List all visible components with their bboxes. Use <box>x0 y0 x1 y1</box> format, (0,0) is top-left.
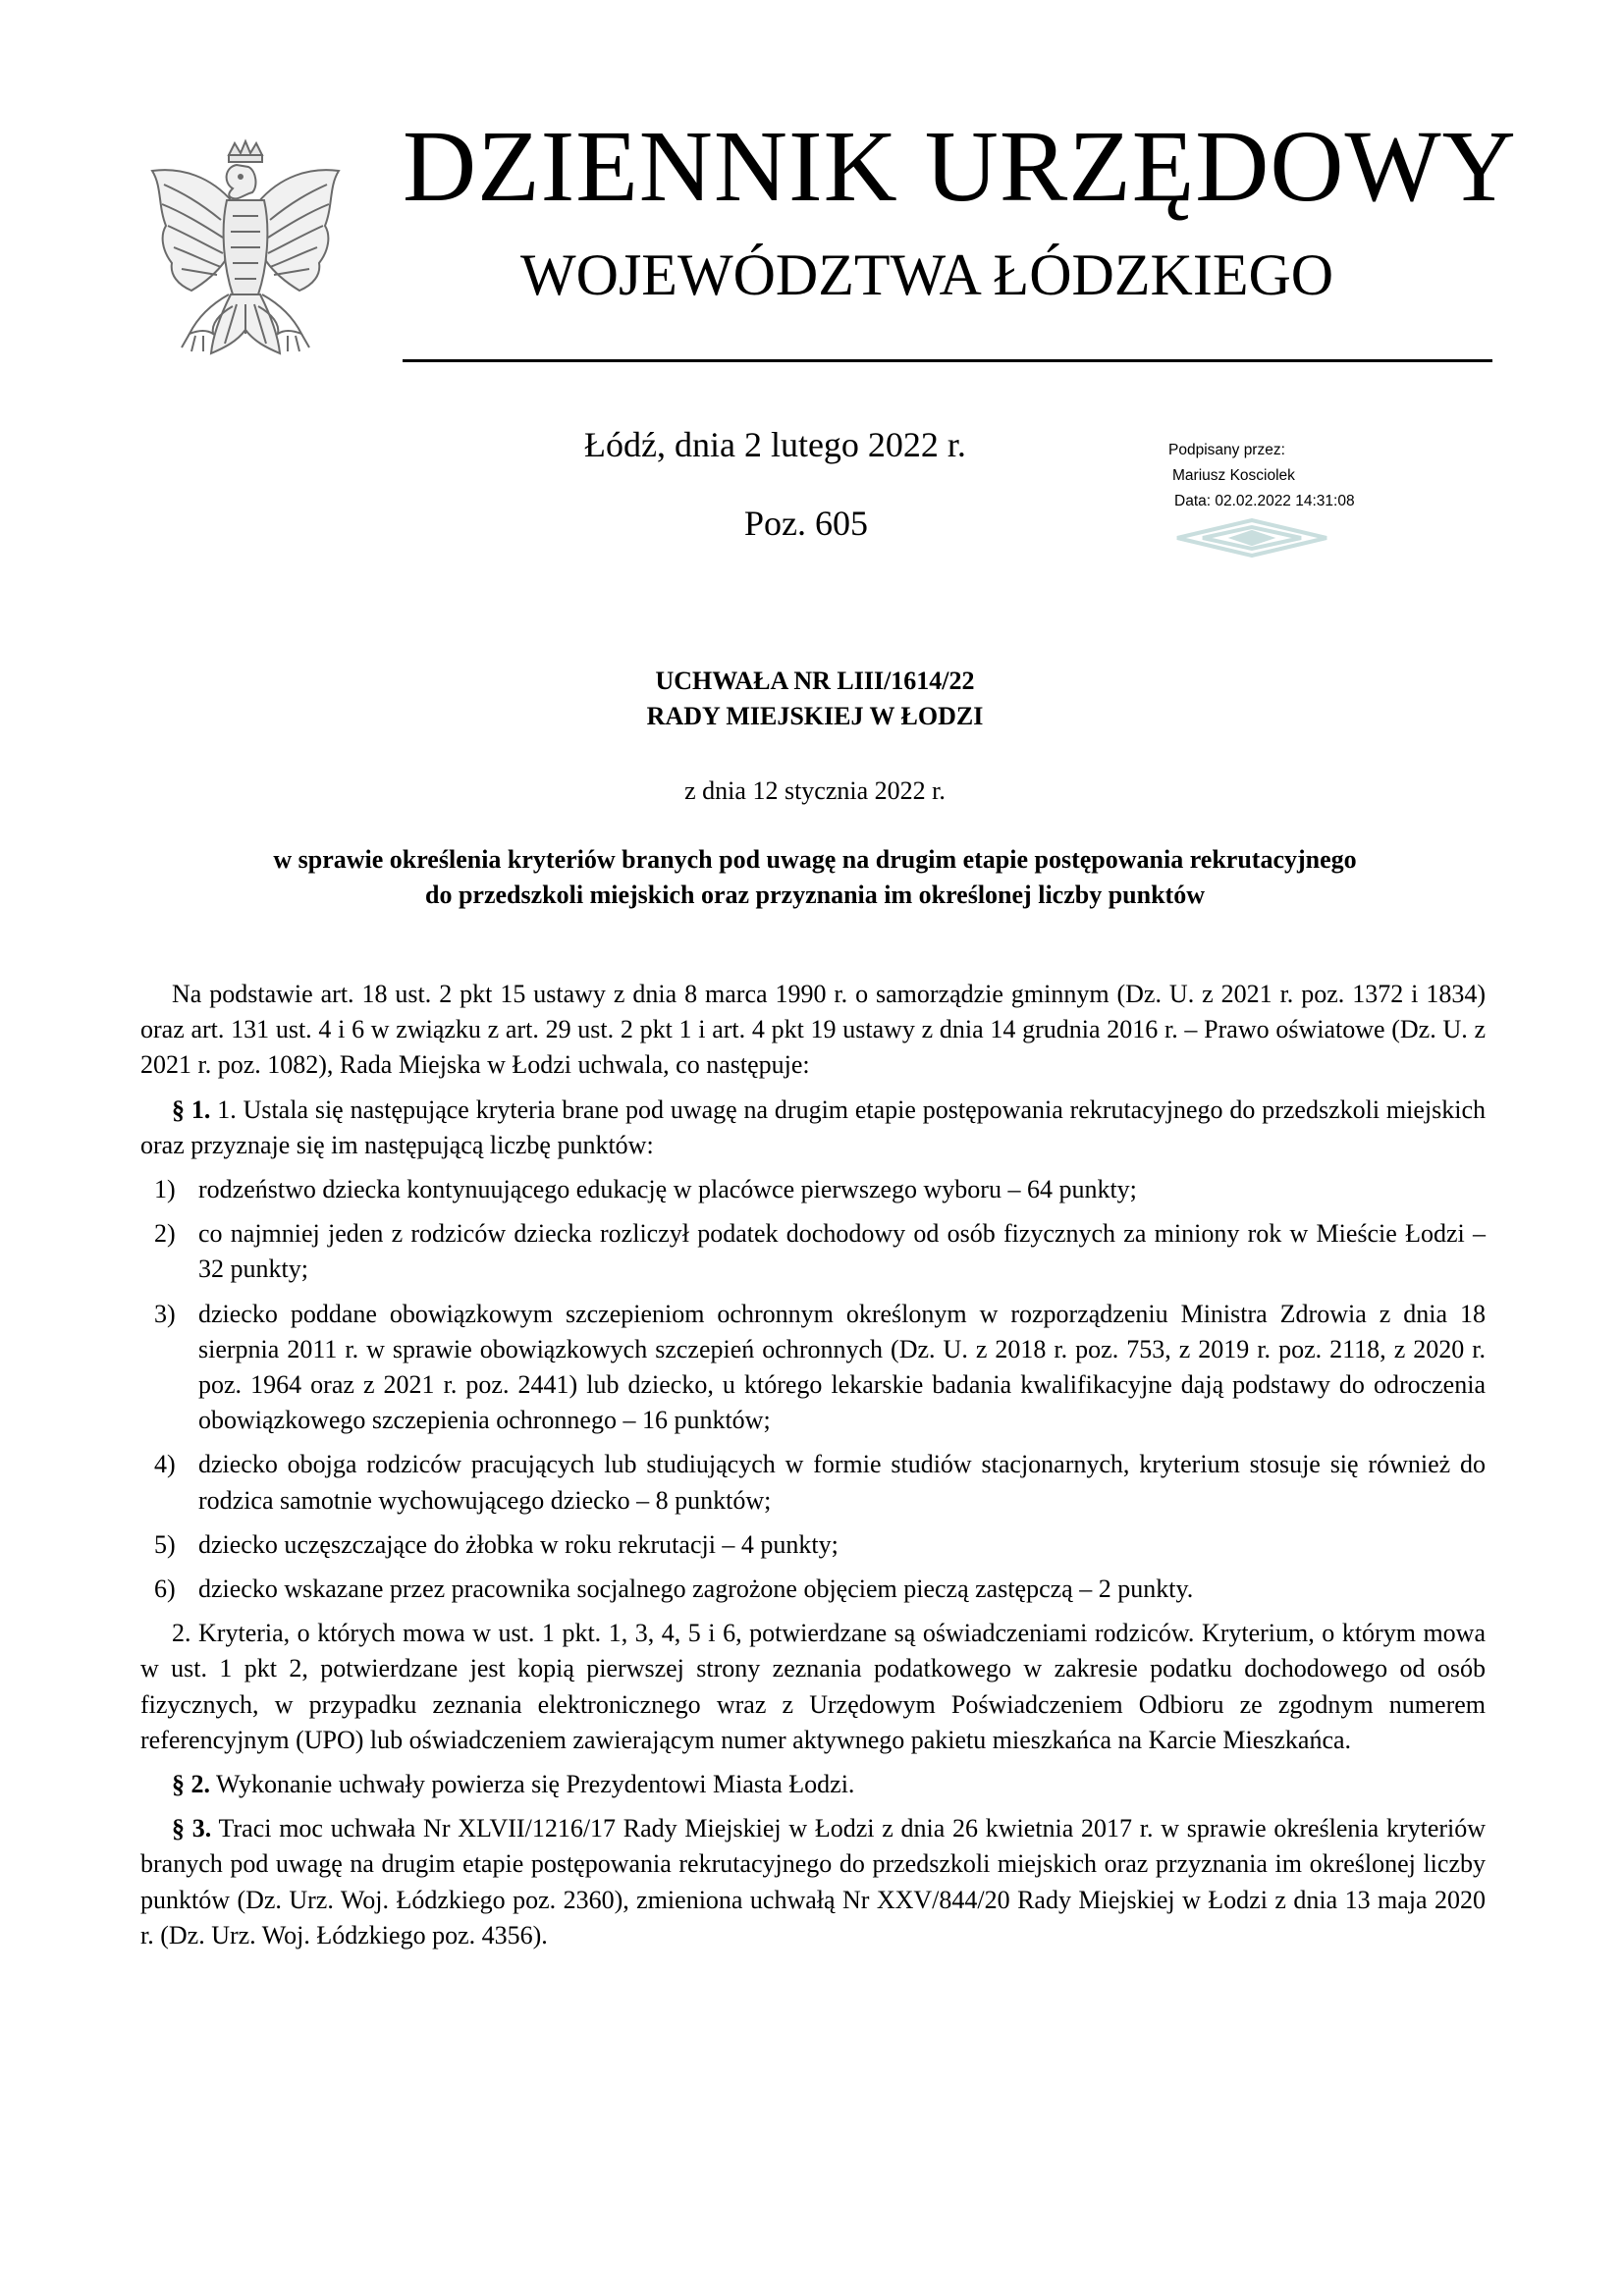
preamble-paragraph: Na podstawie art. 18 ust. 2 pkt 15 ustawy z dnia 8 marca 1990 r. o samorządzie gminnym (Dz. U. z 2021 r. poz. 1372 i 1834) oraz art. 131 ust. 4 i 6 w związku z art. 29 ust. 2 pkt 1 i art. 4 pkt 19 ustawy z dnia 14 grudnia 2016 r. – Prawo oświatowe (Dz. U. z 2021 r. poz. 1082), Rada Miejska w Łodzi uchwala, co następuje: <box>140 980 1486 1080</box>
subject-line-1: w sprawie określenia kryteriów branych pod uwagę na drugim etapie postępowania rekrutacyjnego <box>273 845 1357 874</box>
masthead-divider <box>403 359 1492 362</box>
list-item <box>154 1216 1486 1287</box>
polish-eagle-emblem-icon <box>142 137 349 383</box>
list-item-text: rodzeństwo dziecka kontynuującego edukację w placówce pierwszego wyboru – 64 punkty; <box>198 1175 1137 1204</box>
list-item-number: 6) <box>154 1575 176 1604</box>
list-item-text: dziecko poddane obowiązkowym szczepieniom ochronnym określonym w rozporządzeniu Ministra Zdrowia z dnia 18 sierpnia 2011 r. w sprawie obowiązkowych szczepień ochronnych (Dz. U. z 2018 r. poz. 753, z 2019 r. poz. 2118, z 2020 r. poz. 1964 oraz z 2021 r. poz. 2441) lub dziecko, u którego lekarskie badania kwalifikacyjne dają podstawy do odroczenia obowiązkowego szczepienia ochronnego – 16 punktów; <box>198 1299 1486 1435</box>
section-3-paragraph <box>140 1811 1486 1953</box>
section-3-label: § 3. <box>172 1814 212 1843</box>
resolution-date: z dnia 12 stycznia 2022 r. <box>684 776 946 805</box>
list-item <box>154 1172 1486 1207</box>
list-item-number: 3) <box>154 1299 176 1328</box>
signature-label: Podpisany przez: <box>1168 442 1285 458</box>
list-item-number: 1) <box>154 1175 176 1204</box>
list-item-text: co najmniej jeden z rodziców dziecka rozliczył podatek dochodowy od osób fizycznych za miniony rok w Mieście Łodzi – 32 punkty; <box>198 1219 1486 1284</box>
signature-name: Mariusz Kosciolek <box>1172 467 1295 484</box>
resolution-header <box>157 664 1473 734</box>
masthead-title: DZIENNIK URZĘDOWY <box>403 110 1517 223</box>
list-item-text: dziecko wskazane przez pracownika socjalnego zagrożone objęciem pieczą zastępczą – 2 punkty. <box>198 1575 1194 1604</box>
section-2-text: Wykonanie uchwały powierza się Prezydentowi Miasta Łodzi. <box>216 1770 855 1799</box>
resolution-body: RADY MIEJSKIEJ W ŁODZI <box>646 702 984 730</box>
subject-line-2: do przedszkoli miejskich oraz przyznania im określonej liczby punktów <box>425 881 1205 909</box>
signature-date: Data: 02.02.2022 14:31:08 <box>1174 493 1355 509</box>
masthead-subtitle: WOJEWÓDZTWA ŁÓDZKIEGO <box>520 242 1334 307</box>
issue-place-date: Łódź, dnia 2 lutego 2022 r. <box>584 425 966 464</box>
resolution-subject <box>157 842 1473 913</box>
list-item-text: dziecko obojga rodziców pracujących lub studiujących w formie studiów stacjonarnych, kryterium stosuje się również do rodzica samotnie wychowującego dziecko – 8 punktów; <box>198 1450 1486 1515</box>
section-2-label: § 2. <box>172 1770 210 1799</box>
section-1-text: 1. Ustala się następujące kryteria brane pod uwagę na drugim etapie postępowania rekrutacyjnego do przedszkoli miejskich oraz przyznaje się im następującą liczbę punktów: <box>140 1095 1487 1159</box>
issue-position: Poz. 605 <box>744 504 868 543</box>
section-3-text: Traci moc uchwała Nr XLVII/1216/17 Rady Miejskiej w Łodzi z dnia 26 kwietnia 2017 r. w sprawie określenia kryteriów branych pod uwagę na drugim etapie postępowania rekrutacyjnego do przedszkoli miejskich oraz przyznania im określonej liczby punktów (Dz. Urz. Woj. Łódzkiego poz. 2360), zmieniona uchwałą Nr XXV/844/20 Rady Miejskiej w Łodzi z dnia 13 maja 2020 r. (Dz. Urz. Woj. Łódzkiego poz. 4356). <box>140 1814 1487 1949</box>
section-1-label: § 1. <box>172 1095 211 1124</box>
signature-verified-icon <box>1173 518 1330 558</box>
list-item-number: 2) <box>154 1219 176 1249</box>
resolution-number: UCHWAŁA NR LIII/1614/22 <box>655 667 975 695</box>
digital-signature <box>1168 438 1443 514</box>
list-item-number: 4) <box>154 1450 176 1479</box>
list-item <box>154 1572 1486 1607</box>
list-item-text: dziecko uczęszczające do żłobka w roku rekrutacji – 4 punkty; <box>198 1529 839 1559</box>
section-1-paragraph-2: 2. Kryteria, o których mowa w ust. 1 pkt. 1, 3, 4, 5 i 6, potwierdzane są oświadczeniami rodziców. Kryterium, o którym mowa w ust. 1 pkt 2, potwierdzane jest kopią pierwszej strony zeznania podatkowego w zakresie podatku dochodowego od osób fizycznych, w przypadku zeznania elektronicznego wraz z Urzędowym Poświadczeniem Odbioru ze zgodnym numerem referencyjnym (UPO) lub oświadczeniem zawierającym numer aktywnego pakietu mieszkańca na Karcie Mieszkańca. <box>140 1619 1486 1754</box>
section-1-paragraph <box>140 1093 1486 1163</box>
list-item-number: 5) <box>154 1529 176 1559</box>
list-item <box>154 1527 1486 1563</box>
resolution-body-text <box>140 977 1486 1962</box>
section-2-paragraph <box>140 1767 1486 1802</box>
list-item <box>154 1447 1486 1518</box>
list-item <box>154 1297 1486 1439</box>
